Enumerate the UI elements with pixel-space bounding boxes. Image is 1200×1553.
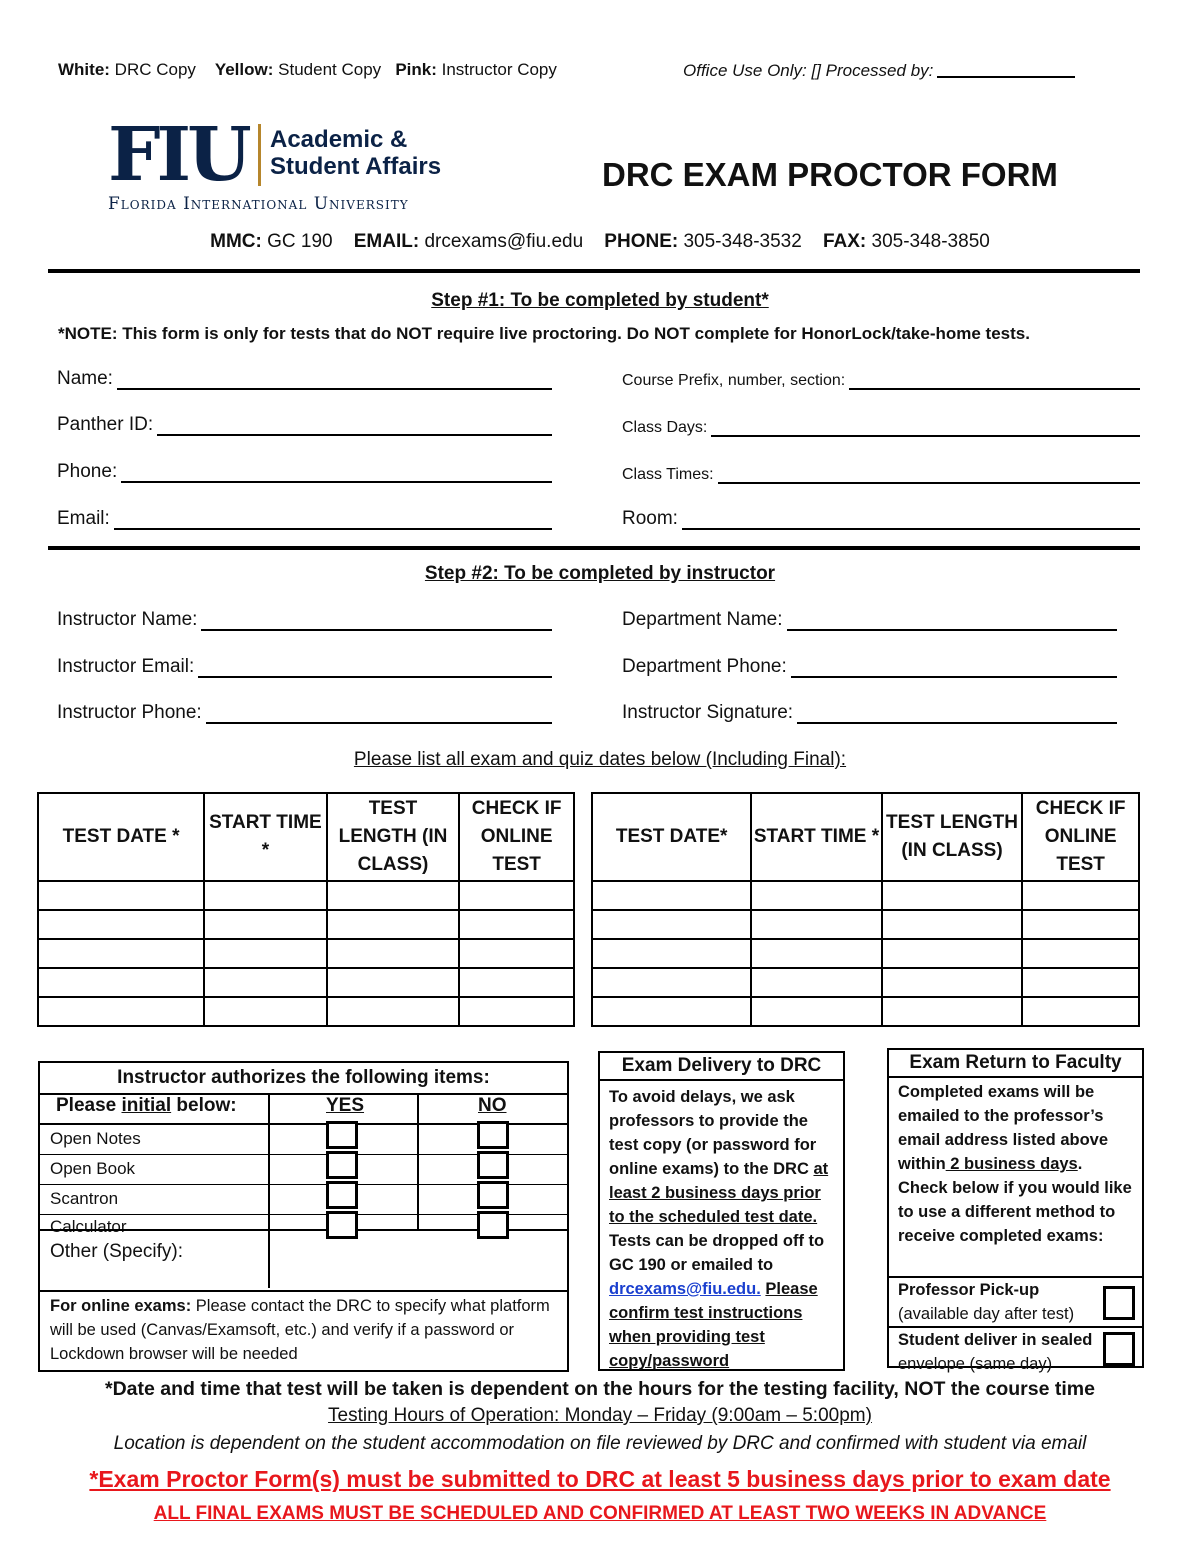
table-cell[interactable] xyxy=(327,968,460,997)
copy-distribution xyxy=(58,60,557,80)
table-cell[interactable] xyxy=(459,910,574,939)
table-cell[interactable] xyxy=(327,881,460,910)
office-use xyxy=(683,60,1075,81)
online-label: For online exams: xyxy=(50,1297,192,1315)
panther-id-input-line[interactable] xyxy=(157,416,552,436)
delivery-deadline: at least 2 business days prior to the scheduled test date. xyxy=(609,1160,829,1226)
department-name-input-line[interactable] xyxy=(787,611,1117,631)
table-cell[interactable] xyxy=(204,910,327,939)
class-days-field[interactable] xyxy=(622,417,1140,437)
field-label: Class Days: xyxy=(622,419,708,436)
exam-return-box xyxy=(887,1048,1144,1373)
instructor-email-input-line[interactable] xyxy=(198,658,552,678)
auth-item-label: Calculator xyxy=(50,1217,127,1236)
pickup-option xyxy=(889,1278,1142,1328)
table-cell[interactable] xyxy=(327,939,460,968)
authorization-box xyxy=(38,1061,569,1372)
table-cell[interactable] xyxy=(459,939,574,968)
instructor-name-input-line[interactable] xyxy=(201,611,552,631)
table-cell[interactable] xyxy=(882,881,1023,910)
table-cell[interactable] xyxy=(751,997,882,1026)
table-cell[interactable] xyxy=(38,939,204,968)
return-method-text: Check below if you would like to use a different method to receive completed exams: xyxy=(898,1179,1132,1245)
table-row xyxy=(38,939,574,968)
divider xyxy=(48,546,1140,550)
step1-heading: Step #1: To be completed by student* xyxy=(431,290,769,311)
table-row xyxy=(592,997,1139,1026)
table-cell[interactable] xyxy=(38,968,204,997)
table-cell[interactable] xyxy=(592,939,751,968)
col-header: START TIME * xyxy=(204,793,327,881)
fax-label: FAX: xyxy=(822,231,867,252)
table-cell[interactable] xyxy=(327,997,460,1026)
table-row xyxy=(592,881,1139,910)
table-cell[interactable] xyxy=(38,881,204,910)
online-text: Please contact the DRC to specify what platform will be used (Canvas/Examsoft, etc.) and verify if a password or Lockdown browser will be needed xyxy=(50,1297,550,1363)
return-title: Exam Return to Faculty xyxy=(889,1050,1142,1078)
scantron-no-checkbox[interactable] xyxy=(477,1181,509,1209)
open-book-no-checkbox[interactable] xyxy=(477,1151,509,1179)
sealed-envelope-label: Student deliver in sealed envelope (same day) xyxy=(898,1331,1093,1373)
processed-by-line[interactable] xyxy=(937,60,1075,78)
dates-table-left xyxy=(37,792,575,1027)
date-time-note: *Date and time that test will be taken is dependent on the hours for the testing facility, NOT the course time xyxy=(105,1378,1095,1400)
copy-value: Instructor Copy xyxy=(441,60,557,79)
mmc-label: MMC: xyxy=(210,231,262,252)
copy-value: Student Copy xyxy=(278,60,382,79)
step2-heading: Step #2: To be completed by instructor xyxy=(424,563,776,584)
room-input-line[interactable] xyxy=(682,510,1140,530)
sealed-envelope-checkbox[interactable] xyxy=(1103,1332,1135,1366)
class-times-input-line[interactable] xyxy=(718,464,1140,484)
table-row xyxy=(38,968,574,997)
table-row xyxy=(38,881,574,910)
sealed-envelope-option xyxy=(889,1328,1142,1372)
email-label: EMAIL: xyxy=(353,231,420,252)
col-header: TEST DATE * xyxy=(38,793,204,881)
hours-value: Monday – Friday (9:00am – 5:00pm) xyxy=(559,1405,872,1426)
table-cell[interactable] xyxy=(1022,939,1139,968)
col-header: TEST LENGTH (IN CLASS) xyxy=(882,793,1023,881)
table-row xyxy=(592,968,1139,997)
logo-university: Florida International University xyxy=(108,194,409,214)
email-field[interactable] xyxy=(57,508,552,530)
table-cell[interactable] xyxy=(882,968,1023,997)
phone-label: PHONE: xyxy=(604,231,679,252)
field-label: Instructor Phone: xyxy=(57,702,202,723)
col-header: CHECK IF ONLINE TEST xyxy=(1022,793,1139,881)
exam-delivery-box xyxy=(598,1051,845,1371)
phone-value: 305-348-3532 xyxy=(683,231,802,252)
return-body: Completed exams will be emailed to the professor’s email address listed above within 2 business days. Check below if you would like to use a different method to receive completed exams: xyxy=(889,1078,1142,1278)
table-cell[interactable] xyxy=(751,939,882,968)
department-phone-field[interactable] xyxy=(622,656,1117,678)
dates-table-right xyxy=(591,792,1140,1027)
fax-value: 305-348-3850 xyxy=(871,231,990,252)
table-cell[interactable] xyxy=(459,881,574,910)
yes-header: YES xyxy=(326,1095,365,1116)
table-cell[interactable] xyxy=(38,997,204,1026)
table-cell[interactable] xyxy=(592,910,751,939)
hours-label: Testing Hours of Operation: xyxy=(328,1405,560,1426)
testing-hours xyxy=(0,1405,1200,1427)
col-header: TEST LENGTH (IN CLASS) xyxy=(327,793,460,881)
copy-label: Yellow: xyxy=(214,60,274,79)
delivery-dropoff: Tests can be dropped off to GC 190 or emailed to xyxy=(609,1232,825,1274)
pickup-checkbox[interactable] xyxy=(1103,1286,1135,1320)
table-cell[interactable] xyxy=(459,997,574,1026)
field-label: Panther ID: xyxy=(57,414,154,435)
room-field[interactable] xyxy=(622,508,1140,530)
field-label: Instructor Email: xyxy=(57,656,195,677)
instructor-phone-input-line[interactable] xyxy=(206,704,552,724)
online-exams-note xyxy=(50,1294,560,1366)
instructor-phone-field[interactable] xyxy=(57,702,552,724)
field-label: Class Times: xyxy=(622,466,714,483)
field-label: Instructor Signature: xyxy=(622,702,794,723)
table-cell[interactable] xyxy=(751,968,882,997)
open-book-yes-checkbox[interactable] xyxy=(326,1151,358,1179)
table-cell[interactable] xyxy=(204,997,327,1026)
panther-id-field[interactable] xyxy=(57,414,552,436)
dates-title: Please list all exam and quiz dates below (Including Final): xyxy=(353,749,847,770)
course-input-line[interactable] xyxy=(849,370,1140,390)
name-field[interactable] xyxy=(57,368,552,390)
copy-value: DRC Copy xyxy=(114,60,196,79)
authorization-title: Instructor authorizes the following items: xyxy=(40,1063,567,1095)
department-name-field[interactable] xyxy=(622,609,1117,631)
table-cell[interactable] xyxy=(882,910,1023,939)
table-cell[interactable] xyxy=(204,881,327,910)
return-text: Completed exams will be emailed to the professor’s email address listed above within xyxy=(898,1083,1109,1173)
open-notes-no-checkbox[interactable] xyxy=(477,1121,509,1149)
department-phone-input-line[interactable] xyxy=(791,658,1117,678)
copy-label: White: xyxy=(58,60,110,79)
field-label: Phone: xyxy=(57,461,118,482)
field-label: Department Name: xyxy=(622,609,783,630)
copy-label: Pink: xyxy=(395,60,437,79)
field-label: Room: xyxy=(622,508,678,529)
field-label: Instructor Name: xyxy=(57,609,198,630)
office-use-label: Office Use Only: [] Processed by: xyxy=(683,61,934,80)
table-cell[interactable] xyxy=(1022,997,1139,1026)
location-note: Location is dependent on the student accommodation on file reviewed by DRC and confirmed with student via email xyxy=(113,1433,1087,1454)
pickup-label: Professor Pick-up (available day after test) xyxy=(898,1281,1075,1323)
return-deadline: 2 business days xyxy=(945,1155,1078,1173)
calculator-no-checkbox[interactable] xyxy=(477,1211,509,1239)
table-row xyxy=(592,939,1139,968)
delivery-body xyxy=(600,1081,843,1373)
step1-note xyxy=(58,324,1030,344)
table-cell[interactable] xyxy=(38,910,204,939)
course-field[interactable] xyxy=(622,370,1140,390)
table-row xyxy=(592,910,1139,939)
table-cell[interactable] xyxy=(592,968,751,997)
scantron-yes-checkbox[interactable] xyxy=(326,1181,358,1209)
submission-warning: *Exam Proctor Form(s) must be submitted to DRC at least 5 business days prior to exam date xyxy=(89,1466,1111,1492)
auth-item-label: Open Book xyxy=(50,1159,136,1178)
email-input-line[interactable] xyxy=(114,510,552,530)
table-cell[interactable] xyxy=(751,881,882,910)
auth-item-label: Scantron xyxy=(50,1189,119,1208)
instructor-name-field[interactable] xyxy=(57,609,552,631)
logo-line-1: Academic & xyxy=(270,126,408,153)
contact-line xyxy=(0,231,1200,253)
form-title: DRC EXAM PROCTOR FORM xyxy=(602,156,1058,193)
col-header: CHECK IF ONLINE TEST xyxy=(459,793,574,881)
logo-department xyxy=(270,126,441,180)
field-label: Email: xyxy=(57,508,110,529)
table-cell[interactable] xyxy=(882,997,1023,1026)
initial-instruction: Please initial below: xyxy=(56,1095,237,1116)
table-cell[interactable] xyxy=(882,939,1023,968)
table-row xyxy=(38,910,574,939)
signature-input-line[interactable] xyxy=(797,704,1117,724)
no-header: NO xyxy=(478,1095,507,1116)
mmc-value: GC 190 xyxy=(267,231,333,252)
logo-divider xyxy=(258,124,261,186)
drc-email-link[interactable]: drcexams@fiu.edu. xyxy=(609,1280,761,1298)
field-label: Department Phone: xyxy=(622,656,787,677)
note-text: This form is only for tests that do NOT require live proctoring. Do NOT complete for HonorLock/take-home tests. xyxy=(122,324,1030,343)
note-label: *NOTE: xyxy=(58,324,118,343)
phone-input-line[interactable] xyxy=(121,463,552,483)
class-times-field[interactable] xyxy=(622,464,1140,484)
table-cell[interactable] xyxy=(592,881,751,910)
table-cell[interactable] xyxy=(204,968,327,997)
table-cell[interactable] xyxy=(751,910,882,939)
email-value: drcexams@fiu.edu xyxy=(424,231,584,252)
auth-item-label: Open Notes xyxy=(50,1129,141,1148)
final-exam-warning: ALL FINAL EXAMS MUST BE SCHEDULED AND CONFIRMED AT LEAST TWO WEEKS IN ADVANCE xyxy=(153,1503,1047,1524)
table-cell[interactable] xyxy=(1022,910,1139,939)
calculator-yes-checkbox[interactable] xyxy=(326,1211,358,1239)
divider xyxy=(48,269,1140,273)
logo-line-2: Student Affairs xyxy=(270,153,442,180)
delivery-text: To avoid delays, we ask professors to provide the test copy (or password for online exams) to the DRC xyxy=(609,1088,817,1178)
instructor-signature-field[interactable] xyxy=(622,702,1117,724)
other-label: Other (Specify): xyxy=(50,1241,184,1262)
class-days-input-line[interactable] xyxy=(711,417,1140,437)
delivery-confirm: Please confirm test instructions when providing test copy/password xyxy=(609,1280,818,1370)
field-label: Course Prefix, number, section: xyxy=(622,372,846,389)
table-cell[interactable] xyxy=(459,968,574,997)
table-cell[interactable] xyxy=(1022,968,1139,997)
delivery-title: Exam Delivery to DRC xyxy=(600,1053,843,1081)
col-header: START TIME * xyxy=(751,793,882,881)
field-label: Name: xyxy=(57,368,113,389)
table-cell[interactable] xyxy=(204,939,327,968)
phone-field[interactable] xyxy=(57,461,552,483)
fiu-logo-mark: FIU xyxy=(108,112,248,198)
instructor-email-field[interactable] xyxy=(57,656,552,678)
table-cell[interactable] xyxy=(1022,881,1139,910)
col-header: TEST DATE* xyxy=(592,793,751,881)
name-input-line[interactable] xyxy=(117,370,552,390)
table-row xyxy=(38,997,574,1026)
table-cell[interactable] xyxy=(592,997,751,1026)
open-notes-yes-checkbox[interactable] xyxy=(326,1121,358,1149)
table-cell[interactable] xyxy=(327,910,460,939)
